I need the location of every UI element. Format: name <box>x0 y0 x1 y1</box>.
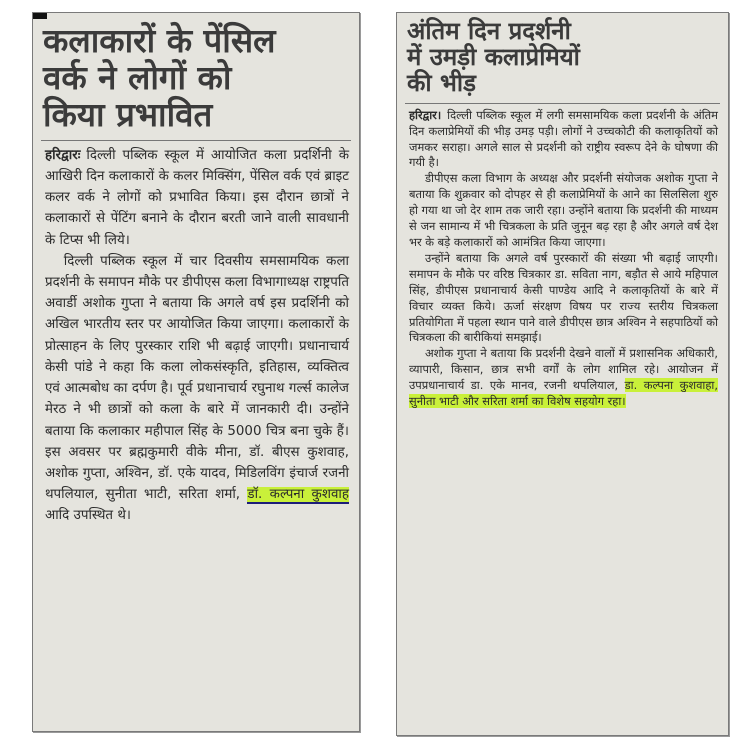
article-paragraph <box>45 145 349 251</box>
right-article-body <box>397 108 728 410</box>
corner-mark <box>33 13 47 19</box>
highlighted-credit: डा. कल्पना कुशवाहा, सुनीता भाटी और सरिता शर्मा का विशेष सहयोग रहा। <box>409 378 718 409</box>
headline-line: कलाकारों के पेंसिल <box>43 21 276 60</box>
paragraph-text: अशोक गुप्ता ने बताया कि प्रदर्शनी देखने वालों में प्रशासनिक अधिकारी, व्यापारी, किसान, छात्र सभी वर्गों के लोग शामिल रहे। आयोजन में उपप्रधानाचार्य डा. एके मानव, रजनी थपलियाल, <box>409 346 718 393</box>
paragraph-tail: आदि उपस्थित थे। <box>45 508 131 524</box>
paragraph-text: उन्होंने बताया कि अगले वर्ष पुरस्कारों की संख्या भी बढ़ाई जाएगी। समापन के मौके पर वरिष्ठ चित्रकार डा. सविता नाग, बड़ौत से आये महिपाल सिंह, डीपीएस प्रधानाचार्य केसी पाण्डेय आदि ने कलाकृतियों के बारे में विचार व्यक्त किये। ऊर्जा संरक्षण विषय पर राज्य स्तरीय चित्रकला प्रतियोगिता में पहला स्थान पाने वाले डीपीएस छात्र अश्विन ने सहपाठियों को चित्रकला की बारीकियां समझाई। <box>409 250 718 345</box>
dateline: हरिद्वारः <box>45 147 81 163</box>
left-news-clipping <box>32 12 360 732</box>
article-paragraph <box>409 251 718 346</box>
dateline: हरिद्वार। <box>409 107 442 122</box>
paragraph-text: डीपीएस कला विभाग के अध्यक्ष और प्रदर्शनी संयोजक अशोक गुप्ता ने बताया कि शुक्रवार को दोपहर से ही कलाप्रेमियों के आने का सिलसिला शुरु हो गया था जो देर शाम तक जारी रहा। उन्होंने बताया कि प्रदर्शनी की माध्यम से जन सामान्य में भी चित्रकला के प्रति जुनून बढ़ रहा है और अगले वर्ष देश भर के बड़े कलाकारों को आमंत्रित किया जाएगा। <box>409 171 718 249</box>
headline-line: की भीड़ <box>407 68 476 97</box>
headline-line: वर्क ने लोगों को <box>43 57 232 97</box>
right-headline <box>397 13 728 97</box>
divider <box>41 140 351 141</box>
right-news-clipping <box>396 12 729 736</box>
highlighted-name: डॉ. कल्पना कुशवाह <box>247 487 349 503</box>
article-paragraph <box>409 171 718 251</box>
article-paragraph <box>409 346 718 410</box>
left-article-body <box>33 145 359 527</box>
headline-line: किया प्रभावित <box>43 94 213 134</box>
paragraph-text: दिल्ली पब्लिक स्कूल में चार दिवसीय समसामयिक कला प्रदर्शनी के समापन मौके पर डीपीएस कला विभागाध्यक्ष राष्ट्रपति अवार्डी अशोक गुप्ता ने बताया कि अगले वर्ष इस प्रदर्शिनी को अखिल भारतीय स्तर पर आयोजित किया जाएगा। कलाकारों के प्रोत्साहन के लिए पुरस्कार राशि भी बढ़ाई जाएगी। प्रधानाचार्य केसी पांडे ने कहा कि कला लोकसंस्कृति, इतिहास, व्यक्तित्व एवं आत्मबोध का दर्पण है। पूर्व प्रधानाचार्य रघुनाथ गर्ल्स कालेज मेरठ ने भी छात्रों को कला के बारे में जानकारी दी। उन्होंने बताया कि कलाकार महीपाल सिंह के 5000 चित्र बना चुके हैं। इस अवसर पर ब्रह्मकुमारी वीके मीना, डॉ. बीएस कुशवाह, अशोक गुप्ता, अश्विन, डॉ. एके यादव, मिडिलविंग इंचार्ज रजनी थपलियाल, सुनीता भाटी, सरिता शर्मा, <box>45 253 349 503</box>
left-headline <box>33 13 359 134</box>
article-paragraph <box>409 108 718 172</box>
paragraph-text: दिल्ली पब्लिक स्कूल में लगी समसामयिक कला प्रदर्शनी के अंतिम दिन कलाप्रेमियों की भीड़ उमड़ पड़ी। लोगों ने उच्चकोटी की कलाकृतियों को जमकर सराहा। अगले साल से प्रदर्शनी को राष्ट्रीय स्वरूप देने के घोषणा की गयी है। <box>409 107 718 170</box>
headline-line: अंतिम दिन प्रदर्शनी <box>407 17 571 45</box>
paragraph-text: दिल्ली पब्लिक स्कूल में आयोजित कला प्रदर्शिनी के आखिरी दिन कलाकारों के कलर मिक्सिंग, पेंसिल वर्क एवं ब्राइट कलर वर्क ने लोगों को प्रभावित किया। इस दौरान छात्रों ने कलाकारों से पेंटिंग बनाने के दौरान बरती जाने वाली सावधानी के टिप्स भी लिये। <box>45 147 349 248</box>
article-paragraph <box>45 251 349 527</box>
headline-line: में उमड़ी कलाप्रेमियों <box>407 42 580 71</box>
divider <box>405 103 720 104</box>
